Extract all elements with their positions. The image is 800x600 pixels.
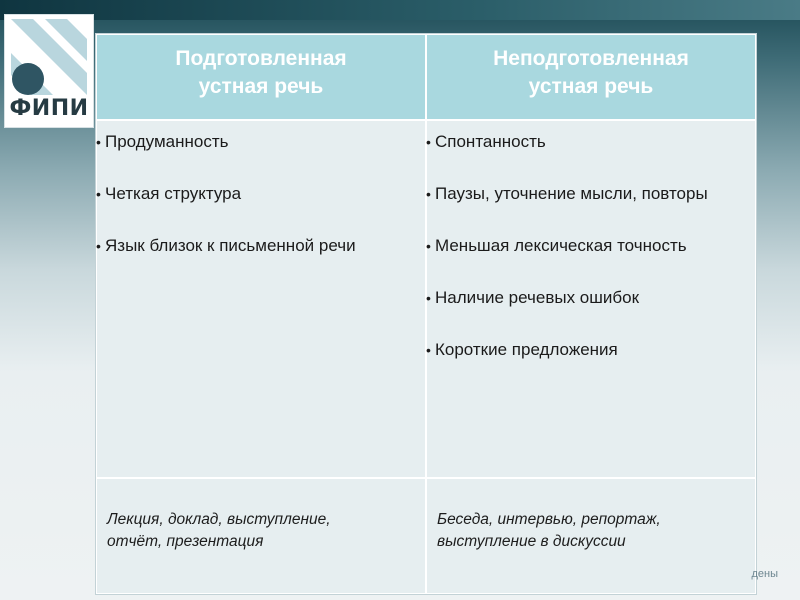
list-item: • Продуманность bbox=[97, 129, 425, 155]
slide-top-band bbox=[0, 0, 800, 20]
bullet-list bbox=[97, 129, 425, 259]
list-item: • Короткие предложения bbox=[427, 337, 755, 363]
corner-text: дены bbox=[751, 568, 778, 580]
examples-line: отчёт, презентация bbox=[107, 533, 264, 550]
examples-prepared bbox=[97, 477, 425, 593]
header-line: Подготовленная bbox=[175, 47, 347, 70]
examples-unprepared bbox=[427, 477, 755, 593]
list-item: • Спонтанность bbox=[427, 129, 755, 155]
list-item: • Наличие речевых ошибок bbox=[427, 285, 755, 311]
list-item: • Четкая структура bbox=[97, 181, 425, 207]
list-item: • Язык близок к письменной речи bbox=[97, 233, 425, 259]
examples-line: выступление в дискуссии bbox=[437, 533, 626, 550]
features-prepared bbox=[97, 119, 425, 477]
list-item: • Паузы, уточнение мысли, повторы bbox=[427, 181, 755, 207]
features-unprepared bbox=[427, 119, 755, 477]
header-line: устная речь bbox=[528, 75, 654, 98]
header-prepared bbox=[97, 35, 425, 119]
bullet-list bbox=[427, 129, 755, 363]
list-item: • Меньшая лексическая точность bbox=[427, 233, 755, 259]
fipi-logo bbox=[4, 14, 94, 128]
fipi-logo-icon bbox=[11, 19, 87, 95]
header-line: устная речь bbox=[198, 75, 324, 98]
logo-text: ФИПИ bbox=[9, 96, 89, 121]
comparison-table bbox=[96, 34, 756, 594]
examples-line: Беседа, интервью, репортаж, bbox=[437, 511, 661, 528]
examples-line: Лекция, доклад, выступление, bbox=[107, 511, 331, 528]
header-unprepared bbox=[427, 35, 755, 119]
header-line: Неподготовленная bbox=[493, 47, 689, 70]
